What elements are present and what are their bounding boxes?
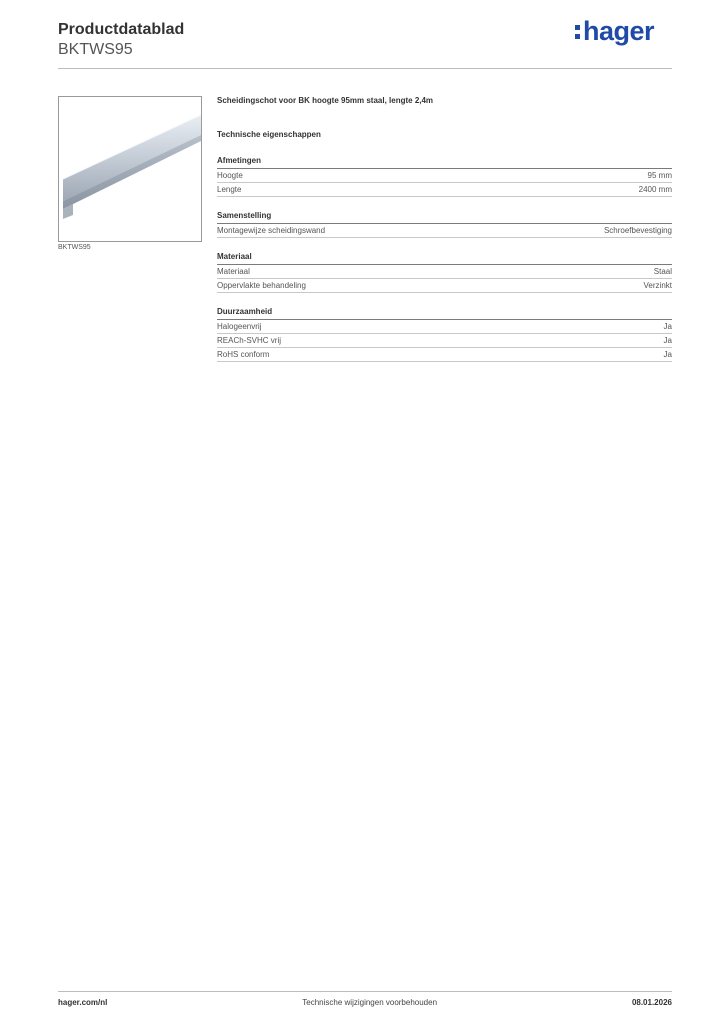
footer-date: 08.01.2026 — [631, 998, 672, 1007]
footer-disclaimer: Technische wijzigingen voorbehouden — [302, 998, 438, 1007]
property-label: Hoogte — [217, 171, 243, 180]
header-divider — [58, 68, 672, 69]
footer-divider — [58, 991, 672, 992]
property-row — [217, 320, 672, 334]
product-details — [217, 96, 672, 362]
product-image — [58, 96, 202, 242]
section-materiaal — [217, 252, 672, 293]
steel-profile-illustration — [59, 97, 201, 241]
property-label: Oppervlakte behandeling — [217, 281, 306, 290]
image-caption: BKTWS95 — [58, 244, 91, 251]
section-title: Samenstelling — [217, 211, 672, 224]
property-value: 2400 mm — [638, 185, 672, 194]
section-title: Materiaal — [217, 252, 672, 265]
property-label: Materiaal — [217, 267, 250, 276]
property-row — [217, 265, 672, 279]
section-afmetingen — [217, 156, 672, 197]
property-row — [217, 183, 672, 197]
tech-properties-heading: Technische eigenschappen — [217, 130, 321, 139]
property-value: Ja — [663, 322, 672, 331]
footer-website-link[interactable]: hager.com/nl — [58, 998, 108, 1007]
property-row — [217, 334, 672, 348]
property-label: REACh-SVHC vrij — [217, 336, 282, 345]
logo-colon-icon — [575, 25, 580, 39]
property-row — [217, 348, 672, 362]
property-label: Montagewijze scheidingswand — [217, 226, 326, 235]
section-duurzaamheid — [217, 307, 672, 362]
section-title: Afmetingen — [217, 156, 672, 169]
product-description: Scheidingschot voor BK hoogte 95mm staal, lengte 2,4m — [217, 96, 434, 105]
property-row — [217, 224, 672, 238]
document-header — [58, 20, 184, 60]
property-value: Staal — [653, 267, 672, 276]
property-label: Lengte — [217, 185, 242, 194]
property-label: RoHS conform — [217, 350, 270, 359]
property-value: 95 mm — [647, 171, 672, 180]
property-value: Ja — [663, 336, 672, 345]
product-code: BKTWS95 — [58, 41, 133, 58]
document-title: Productdatablad — [58, 21, 185, 38]
property-label: Halogeenvrij — [217, 322, 262, 331]
document-footer — [58, 998, 672, 1007]
section-title: Duurzaamheid — [217, 307, 672, 320]
property-value: Schroefbevestiging — [603, 226, 672, 235]
property-value: Ja — [663, 350, 672, 359]
hager-logo — [575, 16, 654, 47]
property-row — [217, 279, 672, 293]
section-samenstelling — [217, 211, 672, 238]
logo-text: hager — [582, 16, 654, 46]
property-value: Verzinkt — [643, 281, 672, 290]
property-row — [217, 169, 672, 183]
